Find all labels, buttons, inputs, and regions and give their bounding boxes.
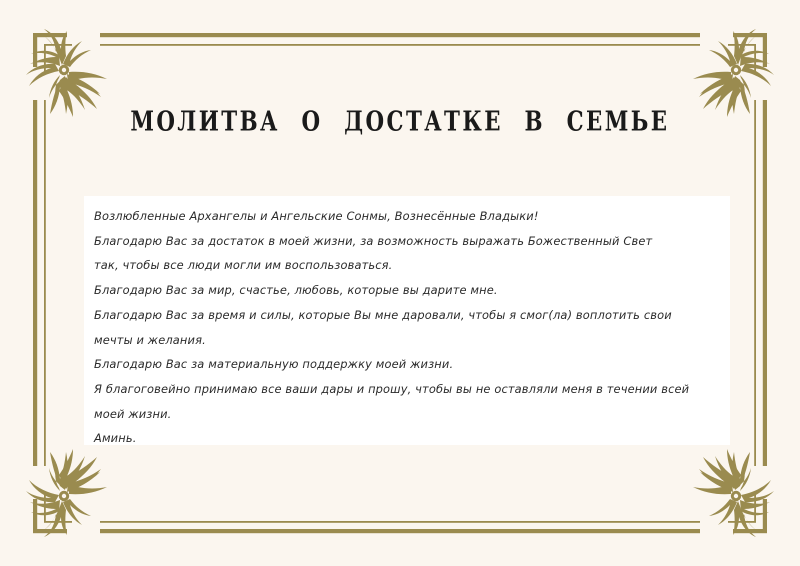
prayer-line: моей жизни.	[94, 406, 172, 421]
page-title	[0, 96, 800, 141]
prayer-line: Я благоговейно принимаю все ваши дары и прошу, чтобы вы не оставляли меня в течении всей	[94, 381, 690, 396]
prayer-line: Благодарю Вас за время и силы, которые Вы мне даровали, чтобы я смог(ла) воплотить свои	[94, 307, 672, 322]
ornament-bottom-left	[26, 449, 107, 537]
ornament-bottom-right	[693, 449, 774, 537]
prayer-line: Благодарю Вас за материальную поддержку моей жизни.	[94, 357, 454, 372]
page-title-text: молитва о достатке в семье	[130, 96, 670, 141]
prayer-line: так, чтобы все люди могли им воспользоваться.	[94, 258, 393, 273]
prayer-line: Благодарю Вас за мир, счастье, любовь, которые вы дарите мне.	[94, 283, 498, 298]
prayer-text-panel	[84, 196, 730, 445]
prayer-line: мечты и желания.	[94, 332, 206, 347]
prayer-line: Благодарю Вас за достаток в моей жизни, за возможность выражать Божественный Свет	[94, 233, 653, 248]
prayer-line: Аминь.	[94, 431, 137, 446]
prayer-line: Возлюбленные Архангелы и Ангельские Сонмы, Вознесённые Владыки!	[94, 209, 539, 223]
